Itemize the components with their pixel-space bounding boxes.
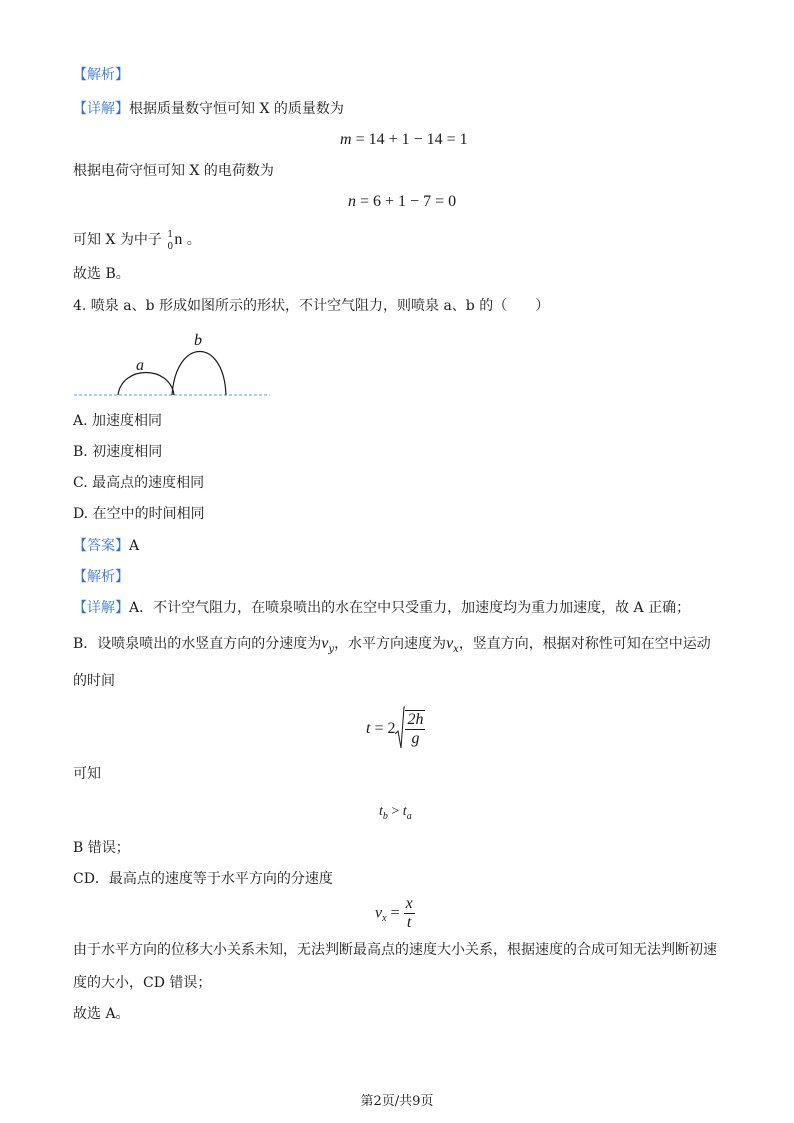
detail-paragraph-a (73, 599, 690, 617)
option-b: B. 初速度相同 (73, 444, 163, 460)
detail-label-2: 【详解】 (73, 600, 129, 616)
sqrt-sign (395, 706, 405, 752)
neutron-charge-number: 0 (167, 242, 174, 252)
ineq-op: > (387, 804, 403, 819)
question-4-stem: 4. 喷泉 a、b 形成如图所示的形状，不计空气阻力，则喷泉 a、b 的（ ） (73, 298, 550, 314)
eq-n-lhs: n (348, 193, 356, 210)
answer-line (73, 537, 139, 555)
equation-mass-number (340, 131, 468, 149)
option-a: A. 加速度相同 (73, 413, 163, 429)
vx-symbol: v (446, 635, 454, 652)
detail-b-text-1: B．设喷泉喷出的水竖直方向的分速度为 (73, 636, 322, 652)
fountain-a-label: a (136, 357, 144, 374)
fountain-figure (70, 325, 280, 405)
ke-zhi-text: 可知 (73, 766, 101, 782)
sqrt-fraction (405, 710, 425, 748)
vy-subscript: y (328, 644, 335, 655)
analysis-label-2: 【解析】 (73, 569, 129, 585)
ineq-s2: a (406, 811, 412, 822)
eq-t-numerator: 2h (407, 711, 424, 728)
eq-t-denominator: g (405, 729, 425, 748)
cd-detail-line-1: 由于水平方向的位移大小关系未知，无法判断最高点的速度大小关系，根据速度的合成可知无法判断初速 (73, 942, 717, 958)
page-footer: 第2页/共9页 (360, 1094, 434, 1109)
choose-a-text: 故选 A。 (73, 1006, 130, 1022)
eq-vx-denominator: t (404, 913, 415, 932)
neutron-symbol: n (174, 231, 183, 248)
eq-n-rhs: = 6 + 1 − 7 = 0 (356, 193, 457, 210)
detail-paragraph-b (73, 635, 711, 659)
option-c: C. 最高点的速度相同 (73, 475, 205, 491)
answer-value: A (129, 538, 140, 554)
eq-t-coef: = 2 (370, 720, 396, 737)
ineq-t1: t (379, 804, 383, 819)
fountain-b-curve (172, 352, 226, 396)
detail-label: 【详解】 (73, 101, 129, 117)
eq-vx-sub: x (382, 913, 387, 925)
eq-vx-fraction (404, 895, 415, 932)
neutron-nuclide (166, 230, 174, 252)
ineq-s1: b (382, 811, 388, 822)
detail-a-text: A．不计空气阻力，在喷泉喷出的水在空中只受重力，加速度均为重力加速度，故 A 正确； (129, 600, 691, 616)
inequality-time (379, 803, 412, 826)
equation-charge-number (348, 193, 456, 211)
analysis-label: 【解析】 (73, 67, 129, 83)
cd-intro-text: CD．最高点的速度等于水平方向的分速度 (73, 871, 333, 887)
charge-conservation-text: 根据电荷守恒可知 X 的电荷数为 (73, 163, 274, 179)
vx-subscript: x (453, 644, 459, 655)
cd-detail-line-2: 度的大小，CD 错误； (73, 975, 212, 991)
neutron-mass-number: 1 (167, 230, 174, 240)
ineq-t2: t (402, 804, 407, 819)
eq-vx-numerator: x (405, 895, 413, 912)
b-wrong-text: B 错误； (73, 840, 130, 856)
neutron-pre-text: 可知 X 为中子 (73, 232, 162, 248)
detail-b-text-3: ，竖直方向，根据对称性可知在空中运动 (458, 636, 711, 652)
vy-symbol: v (321, 635, 329, 652)
eq-m-rhs: = 14 + 1 − 14 = 1 (351, 131, 468, 148)
neutron-conclusion (73, 230, 201, 252)
equation-time (366, 706, 425, 752)
option-d: D. 在空中的时间相同 (73, 506, 205, 522)
choose-b-text: 故选 B。 (73, 266, 130, 282)
fountain-a-curve (118, 373, 174, 396)
detail-paragraph-mass (73, 100, 344, 118)
eq-vx-v: v (375, 904, 383, 922)
detail-b-text-4: 的时间 (73, 673, 115, 689)
eq-vx-equals: = (386, 904, 404, 922)
detail-b-text-2: ，水平方向速度为 (334, 636, 447, 652)
fountain-b-label: b (194, 332, 202, 349)
eq-t-lhs: t (366, 720, 371, 737)
mass-conservation-text: 根据质量数守恒可知 X 的质量数为 (129, 101, 344, 117)
eq-m-lhs: m (340, 131, 352, 148)
equation-vx (375, 895, 415, 932)
answer-label: 【答案】 (73, 538, 129, 554)
neutron-post-text: 。 (182, 232, 201, 248)
